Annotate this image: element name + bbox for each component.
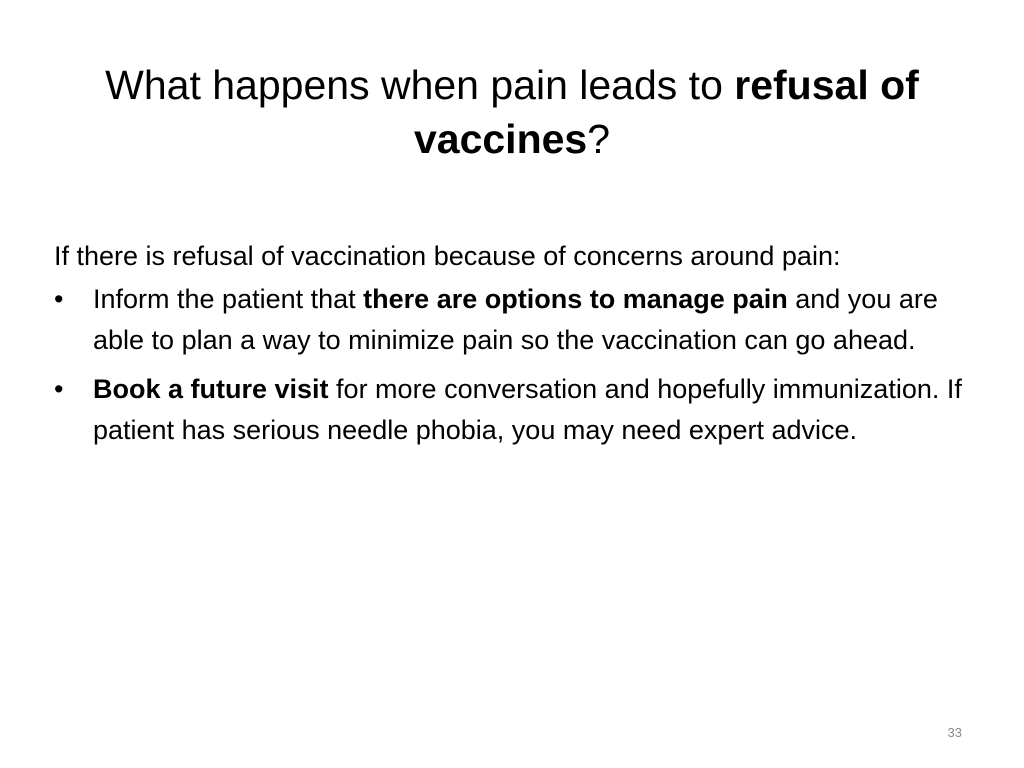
bullet-emphasis: there are options to manage pain: [363, 284, 788, 314]
intro-text: If there is refusal of vaccination because of concerns around pain:: [54, 241, 841, 271]
bullet-list: [54, 279, 974, 451]
title-text: What happens when pain leads to: [105, 62, 735, 108]
bullet-marker: •: [54, 284, 64, 314]
bullet-item-future-visit: [54, 369, 974, 451]
bullet-item-manage-pain: [54, 279, 974, 361]
bullet-text: Inform the patient that: [93, 284, 364, 314]
page-number: 33: [947, 725, 962, 740]
bullet-emphasis: Book a future visit: [93, 374, 329, 404]
title-emphasis: refusal of vaccines: [413, 62, 919, 162]
bullet-text-continued: and you are able to plan a way to minimize pain so the vaccination can go ahead.: [93, 284, 938, 355]
title-question-mark: ?: [587, 116, 611, 162]
slide-title: [40, 58, 984, 166]
bullet-marker: •: [54, 374, 64, 404]
slide-body: [54, 236, 974, 459]
bullet-text-continued: for more conversation and hopefully immunization. If patient has serious needle phobia, you may need expert advice.: [93, 374, 962, 445]
